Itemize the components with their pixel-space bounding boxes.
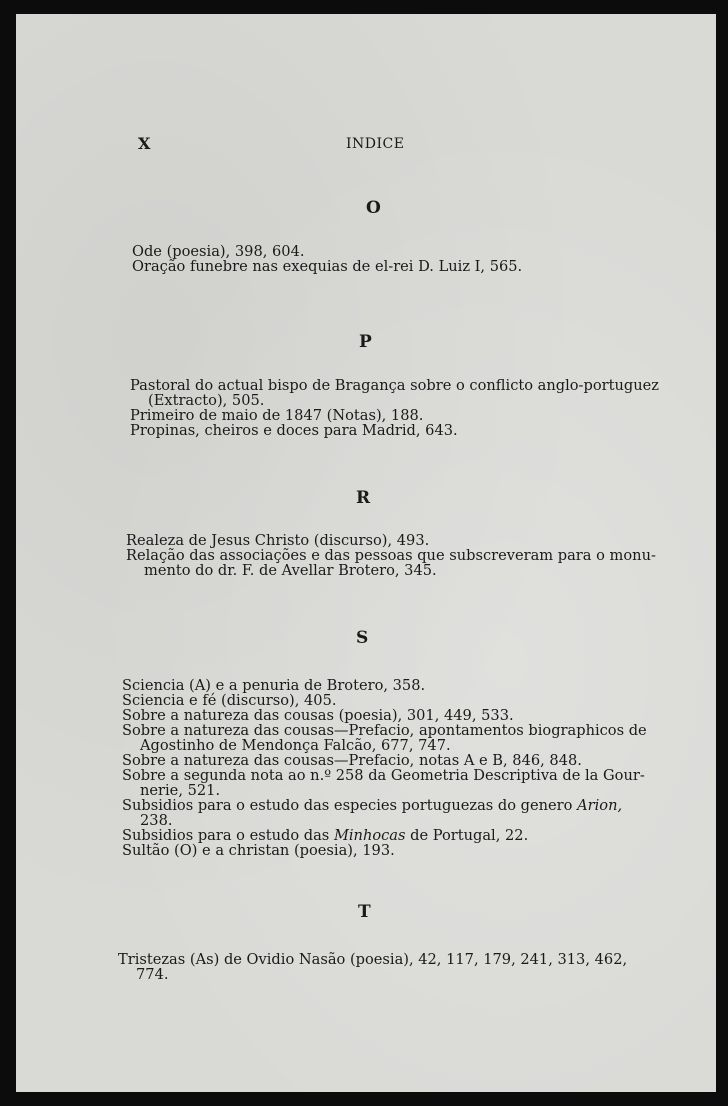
index-entry-continuation: (Extracto), 505. — [148, 392, 265, 409]
section-letter-t: T — [358, 902, 371, 922]
section-p-entries — [130, 378, 659, 438]
index-entry: Sobre a natureza das cousas—Prefacio, notas A e B, 846, 848. — [122, 752, 582, 769]
index-entry-continuation: mento do dr. F. de Avellar Brotero, 345. — [144, 562, 437, 579]
index-entry: Sobre a segunda nota ao n.º 258 da Geometria Descriptiva de la Gour- — [122, 767, 645, 784]
section-t-entries — [118, 952, 627, 982]
index-entry-continuation: 238. — [140, 812, 173, 829]
index-entry — [122, 828, 647, 843]
index-entry — [122, 798, 647, 813]
index-entry-continuation: 774. — [136, 966, 169, 983]
index-entry: Tristezas (As) de Ovidio Nasão (poesia), 42, 117, 179, 241, 313, 462, — [118, 951, 628, 968]
index-entry: Sciencia e fé (discurso), 405. — [122, 692, 337, 709]
section-r-entries — [126, 533, 656, 578]
section-letter-p: P — [359, 332, 372, 352]
entry-text: Subsidios para o estudo das — [122, 827, 330, 844]
section-s-entries — [122, 678, 647, 858]
index-entry: Sciencia (A) e a penuria de Brotero, 358. — [122, 677, 426, 694]
index-entry: Sobre a natureza das cousas (poesia), 301, 449, 533. — [122, 707, 514, 724]
index-entry: Sobre a natureza das cousas—Prefacio, apontamentos biographicos de — [122, 722, 647, 739]
index-entry: Realeza de Jesus Christo (discurso), 493. — [126, 532, 430, 549]
italic-title: Minhocas — [333, 827, 406, 844]
index-entry: Oração funebre nas exequias de el-rei D. Luiz I, 565. — [132, 258, 523, 275]
index-entry: Sultão (O) e a christan (poesia), 193. — [122, 842, 395, 859]
index-entry: Primeiro de maio de 1847 (Notas), 188. — [130, 407, 424, 424]
section-o-entries — [132, 244, 522, 274]
entry-text: de Portugal, 22. — [410, 827, 529, 844]
index-entry: Ode (poesia), 398, 604. — [132, 243, 305, 260]
genus-name: Arion, — [577, 797, 623, 814]
entry-text: Subsidios para o estudo das especies portuguezas do genero — [122, 797, 573, 814]
index-entry: Pastoral do actual bispo de Bragança sobre o conflicto anglo-portuguez — [130, 377, 659, 394]
book-page — [16, 14, 716, 1092]
page-number: X — [138, 134, 151, 153]
index-entry: Relação das associações e das pessoas que subscreveram para o monu- — [126, 547, 656, 564]
page-title: INDICE — [346, 136, 405, 152]
index-entry-continuation: Agostinho de Mendonça Falcão, 677, 747. — [140, 737, 451, 754]
index-entry: Propinas, cheiros e doces para Madrid, 643. — [130, 422, 458, 439]
section-letter-o: O — [366, 198, 381, 218]
section-letter-r: R — [356, 488, 371, 508]
index-entry-continuation: nerie, 521. — [140, 782, 221, 799]
section-letter-s: S — [356, 628, 369, 648]
